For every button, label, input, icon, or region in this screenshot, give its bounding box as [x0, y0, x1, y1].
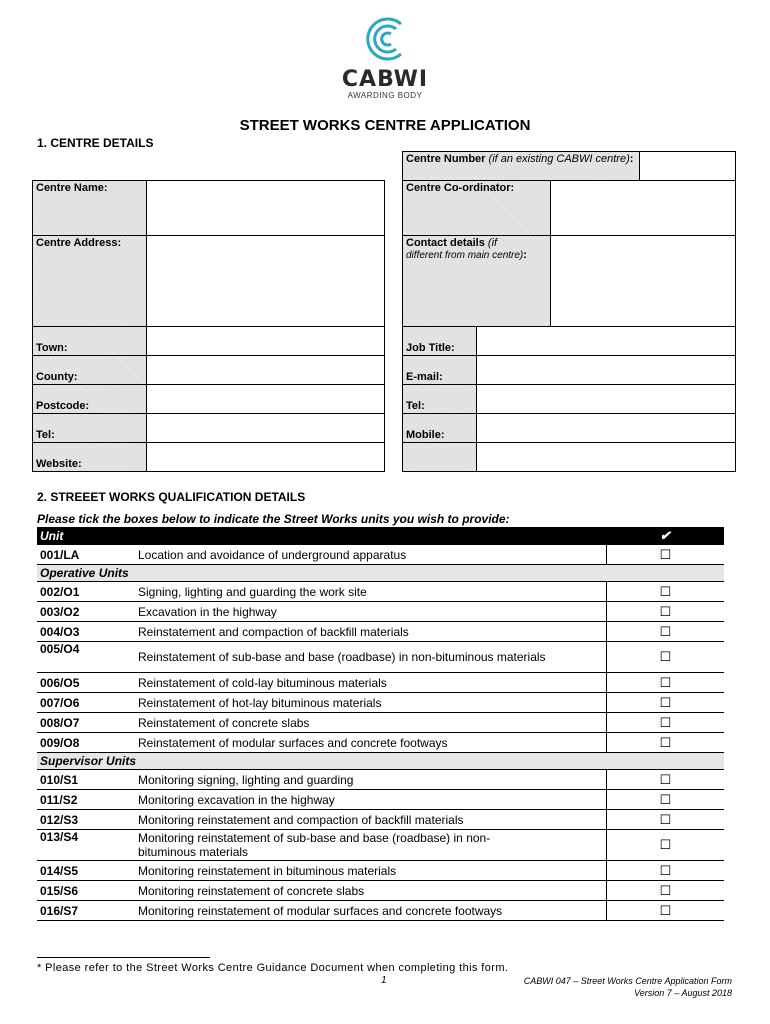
contact-tel-field[interactable]: [476, 385, 735, 414]
unit-checkbox[interactable]: ☐: [607, 642, 725, 673]
unit-desc: Reinstatement and compaction of backfill materials: [135, 622, 607, 642]
centre-address-field[interactable]: [146, 236, 384, 327]
centre-number-text: Centre Number: [406, 153, 486, 165]
version-text: Version 7 – August 2018: [634, 988, 732, 998]
table-row: [37, 830, 724, 861]
unit-code: 015/S6: [37, 881, 135, 901]
unit-desc: Reinstatement of concrete slabs: [135, 713, 607, 733]
email-label: E-mail:: [403, 356, 477, 385]
cabwi-logo-icon: [361, 14, 409, 64]
centre-address-label: Centre Address:: [33, 236, 147, 327]
unit-code: 010/S1: [37, 770, 135, 790]
table-row: [37, 733, 724, 753]
centre-details-table: [32, 180, 385, 472]
table-row: [37, 770, 724, 790]
unit-checkbox[interactable]: ☐: [607, 830, 725, 861]
unit-checkbox[interactable]: ☐: [607, 693, 725, 713]
unit-desc: Monitoring reinstatement and compaction of backfill materials: [135, 810, 607, 830]
email-field[interactable]: [476, 356, 735, 385]
table-row: [37, 790, 724, 810]
centre-name-field[interactable]: [146, 181, 384, 236]
unit-checkbox[interactable]: ☐: [607, 733, 725, 753]
category-row: [37, 565, 724, 582]
unit-code: 005/O4: [37, 642, 135, 673]
website-field[interactable]: [146, 443, 384, 472]
unit-code: 011/S2: [37, 790, 135, 810]
units-table: [37, 527, 724, 921]
form-reference: [524, 975, 732, 999]
job-title-label: Job Title:: [403, 327, 477, 356]
town-field[interactable]: [146, 327, 384, 356]
table-row: [37, 693, 724, 713]
table-row: [37, 582, 724, 602]
table-row: [37, 713, 724, 733]
unit-desc: Location and avoidance of underground apparatus: [135, 545, 607, 565]
table-row: [37, 545, 724, 565]
unit-checkbox[interactable]: ☐: [607, 881, 725, 901]
unit-desc: Reinstatement of hot-lay bituminous materials: [135, 693, 607, 713]
unit-checkbox[interactable]: ☐: [607, 582, 725, 602]
tick-header: ✔: [607, 528, 725, 545]
unit-checkbox[interactable]: ☐: [607, 713, 725, 733]
unit-desc: Monitoring signing, lighting and guarding: [135, 770, 607, 790]
unit-checkbox[interactable]: ☐: [607, 673, 725, 693]
units-header-row: [37, 528, 724, 545]
unit-code: 003/O2: [37, 602, 135, 622]
unit-desc: Monitoring reinstatement of concrete slabs: [135, 881, 607, 901]
footnote-rule: [37, 957, 210, 958]
unit-checkbox[interactable]: ☐: [607, 861, 725, 881]
unit-code: 016/S7: [37, 901, 135, 921]
unit-checkbox[interactable]: ☐: [607, 545, 725, 565]
blank-field[interactable]: [476, 443, 735, 472]
unit-desc: Reinstatement of cold-lay bituminous materials: [135, 673, 607, 693]
contact-details-field[interactable]: [550, 236, 735, 327]
unit-code: 008/O7: [37, 713, 135, 733]
contact-tel-label: Tel:: [403, 385, 477, 414]
table-row: [37, 622, 724, 642]
footnote: * Please refer to the Street Works Centre Guidance Document when completing this form.: [37, 962, 509, 974]
town-label: Town:: [33, 327, 147, 356]
unit-desc: Monitoring reinstatement of modular surfaces and concrete footways: [135, 901, 607, 921]
page-number: 1: [381, 975, 387, 986]
category-row: [37, 753, 724, 770]
unit-code: 014/S5: [37, 861, 135, 881]
table-row: [37, 901, 724, 921]
unit-desc: Monitoring reinstatement in bituminous materials: [135, 861, 607, 881]
table-row: [37, 673, 724, 693]
job-title-field[interactable]: [476, 327, 735, 356]
centre-name-label: Centre Name:: [33, 181, 147, 236]
title-text: STREET WORKS CENTRE APPLICATION: [239, 117, 531, 134]
mobile-label: Mobile:: [403, 414, 477, 443]
logo-name: CABWI: [341, 67, 429, 92]
unit-desc: Reinstatement of modular surfaces and concrete footways: [135, 733, 607, 753]
contact-details-table: [402, 151, 736, 472]
blank-label: [403, 443, 477, 472]
table-row: [37, 861, 724, 881]
unit-desc: Monitoring excavation in the highway: [135, 790, 607, 810]
unit-checkbox[interactable]: ☐: [607, 790, 725, 810]
unit-desc: Monitoring reinstatement of sub-base and base (roadbase) in non-bituminous materials: [135, 830, 607, 861]
form-ref-text: CABWI 047 – Street Works Centre Application Form: [523, 976, 732, 986]
unit-desc: Excavation in the highway: [135, 602, 607, 622]
unit-checkbox[interactable]: ☐: [607, 622, 725, 642]
tel-field[interactable]: [146, 414, 384, 443]
logo-subtitle: AWARDING BODY: [347, 91, 423, 100]
unit-code: 002/O1: [37, 582, 135, 602]
unit-checkbox[interactable]: ☐: [607, 602, 725, 622]
centre-coordinator-field[interactable]: [550, 181, 735, 236]
centre-number-note: (if an existing CABWI centre): [488, 153, 630, 165]
section-2-heading: 2. STREEET WORKS QUALIFICATION DETAILS: [37, 490, 306, 504]
contact-details-text: Contact details: [406, 237, 485, 249]
instruction-text: Please tick the boxes below to indicate the Street Works units you wish to provide:: [37, 512, 510, 526]
centre-number-field[interactable]: [640, 152, 736, 181]
unit-code: 013/S4: [37, 830, 135, 861]
table-row: [37, 810, 724, 830]
unit-header: Unit: [37, 528, 607, 545]
unit-desc: Signing, lighting and guarding the work site: [135, 582, 607, 602]
unit-checkbox[interactable]: ☐: [607, 770, 725, 790]
section-1-heading: 1. CENTRE DETAILS: [37, 136, 154, 150]
county-field[interactable]: [146, 356, 384, 385]
contact-details-label: Contact details (if different from main centre):: [403, 236, 551, 327]
unit-desc: Reinstatement of sub-base and base (roadbase) in non-bituminous materials: [135, 642, 607, 673]
category-label: Supervisor Units: [37, 753, 724, 770]
postcode-field[interactable]: [146, 385, 384, 414]
unit-code: 012/S3: [37, 810, 135, 830]
tel-label: Tel:: [33, 414, 147, 443]
unit-code: 006/O5: [37, 673, 135, 693]
document-title: [0, 117, 770, 134]
mobile-field[interactable]: [476, 414, 735, 443]
unit-checkbox[interactable]: ☐: [607, 901, 725, 921]
unit-code: 001/LA: [37, 545, 135, 565]
website-label: Website:: [33, 443, 147, 472]
centre-coordinator-label: Centre Co-ordinator:: [403, 181, 551, 236]
table-row: [37, 642, 724, 673]
table-row: [37, 602, 724, 622]
contact-note-a: (if: [487, 237, 498, 249]
contact-note-b: different from main centre): [406, 250, 524, 261]
county-label: County:: [33, 356, 147, 385]
table-row: [37, 881, 724, 901]
unit-code: 004/O3: [37, 622, 135, 642]
unit-code: 007/O6: [37, 693, 135, 713]
centre-number-label: Centre Number (if an existing CABWI centre):: [403, 152, 640, 181]
cabwi-logo: [335, 14, 435, 101]
unit-checkbox[interactable]: ☐: [607, 810, 725, 830]
unit-code: 009/O8: [37, 733, 135, 753]
postcode-label: Postcode:: [33, 385, 147, 414]
category-label: Operative Units: [37, 565, 724, 582]
